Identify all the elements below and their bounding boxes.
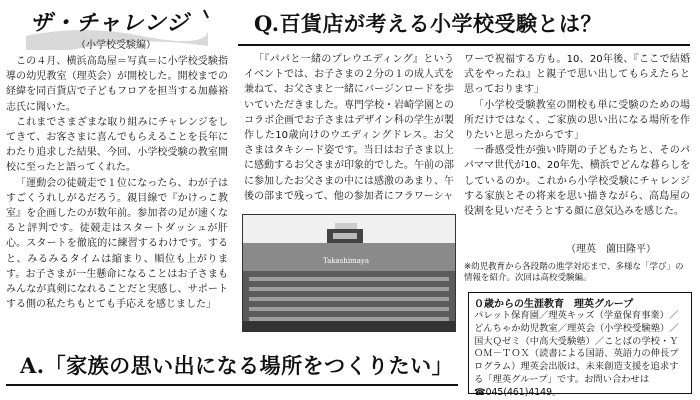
- store-sign: Takashimaya: [323, 257, 369, 265]
- brand-title: ザ・チャレンジ: [30, 10, 190, 36]
- article-column-3: [464, 52, 690, 242]
- answer-heading: A.「家族の思い出になる場所をつくりたい」: [20, 353, 454, 378]
- paragraph: 一番感受性が強い時期の子どもたちと、そのパパママ世代が10、20年先、横浜でどんな暮らしをしているのか。これから小学校受験にチャレンジする家族とその将来を思い描きながら、高島屋の役割を見いだそうとする顔に意気込みを感じた。: [464, 145, 690, 218]
- paragraph: 「小学校受験教室の開校も単に受験のための場所だけではなく、ご家族の思い出になる場所を作りたいと思ったからです」: [464, 99, 690, 142]
- heading-rule: [238, 44, 690, 46]
- article-column-1: [6, 54, 228, 346]
- author-signature: （理英 薗田隆平）: [566, 244, 656, 255]
- store-photo: [242, 214, 456, 332]
- paragraph: この４月、横浜高島屋＝写真＝に小学校受験指導の幼児教室（理英会）が開校した。開校までの経緯を同百貨店で子どもフロアを担当する加藤裕志氏に聞いた。: [6, 56, 228, 113]
- paragraph: 「運動会の徒競走で１位になったら、わが子はすごくうれしがるだろう。親目線で『かけっこ教室』を企画したのが数年前。参加者の足が速くなると評判です。徒競走はスタートダッシュが肝心。スタートを徹底的に練習するわけです。すると、みるみるタイムは縮まり、順位も上がります。お子さまが一生懸命になることはお子さまもみんなが真剣になれることだと実感し、サポートする側の私たちもとても手応えを感じました」: [6, 177, 228, 311]
- store-building-illustration: [243, 215, 455, 331]
- footnote: ※幼児教育から各段階の進学対応まで、多様な「学び」の情報を紹介。次回は高校受験編。: [464, 262, 684, 283]
- answer-rule: [6, 384, 458, 386]
- paragraph: これまでさまざまな取り組みにチャレンジをしてきて、お客さまに喜んでもらえることを長年にわたり追求した結果、今回、小学校受験の教室開校に至ったと語ってくれた。: [6, 116, 228, 174]
- paragraph: 「『パパと一緒のプレウエディング』というイベントでは、お子さまの２分の１の成人式を兼ねて、お父さまと一緒にバージンロードを歩いていただきました。専門学校・岩崎学園とのコラボ企画でお子さまはデザイン科の学生が製作した10歳向けのウエディングドレス。お父さまはタキシード姿です。当日はお子さま以上に感動するお父さまが印象的でした。午前の部に参加したお父さまの中には感激のあまり、午後の部まで残って、他の参加者にフラワーシャ: [244, 54, 454, 202]
- brand-subtitle: （小学校受験編）: [76, 40, 156, 51]
- ad-body: パレット保育園／理英キッズ（学童保育事業）／どんちゃか幼児教室／理英会（小学校受験塾）／国大Ｑゼミ（中高大受験塾）／ことばの学校・ＹＯＭ－ＴＯＸ（読書による国語、英語力の伸長プログラム）理英会出版は、未来創造支援を追求する「理英グループ」です。お問い合わせは☎045(461)4149。: [474, 310, 679, 398]
- paragraph: ワーで祝福する方も。10、20年後、『ここで結婚式をやったね』と親子で思い出してもらえたらと思っております」: [464, 54, 690, 96]
- article-column-2: [244, 52, 454, 210]
- question-heading: Q.百貨店が考える小学校受験とは？: [254, 11, 603, 36]
- ad-heading: ０歳からの生涯教育 理英グループ: [474, 299, 634, 310]
